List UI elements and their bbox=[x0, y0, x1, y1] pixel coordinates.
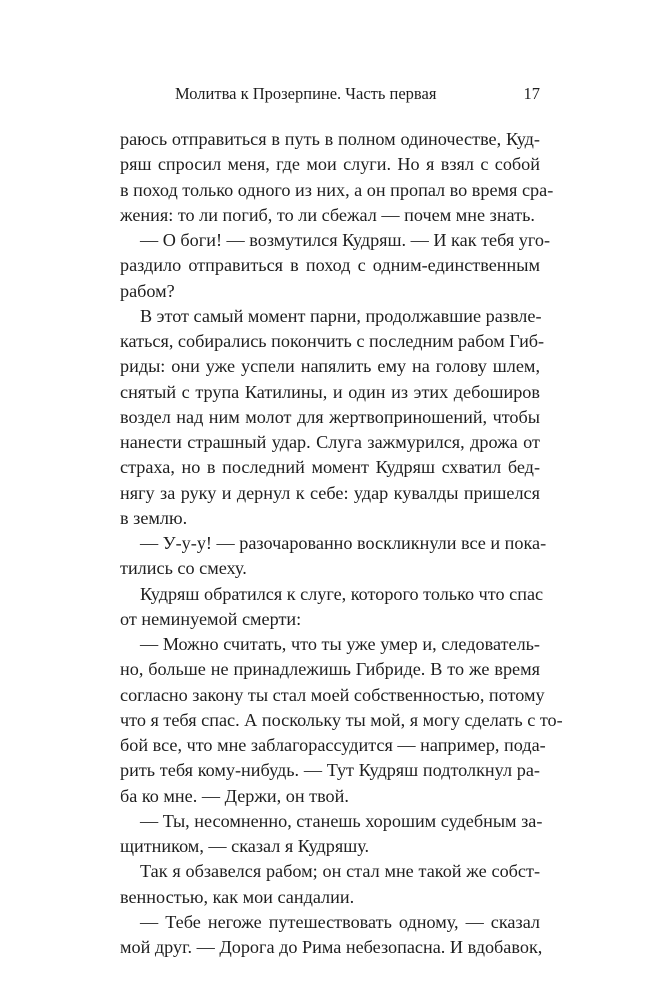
text-line: но, больше не принадлежишь Гибриде. В то же время bbox=[120, 659, 540, 680]
text-line: раюсь отправиться в путь в полном одиночестве, Куд- bbox=[120, 129, 540, 149]
text-line: — Ты, несомненно, станешь хорошим судебным за- bbox=[140, 810, 543, 831]
text-line: жения: то ли погиб, то ли сбежал — почем мне знать. bbox=[120, 204, 535, 225]
text-line: щитником, — сказал я Кудряшу. bbox=[120, 836, 370, 856]
text-line: бой все, что мне заблагорассудится — например, пода- bbox=[120, 735, 546, 755]
text-line: раздило отправиться в поход с одним-единственным bbox=[120, 255, 540, 276]
text-line: нягу за руку и дернул к себе: удар кувалды пришелся bbox=[120, 482, 540, 503]
text-line: ба ко мне. — Держи, он твой. bbox=[120, 785, 349, 806]
text-line: каться, собирались покончить с последним рабом Гиб- bbox=[120, 331, 545, 351]
text-line: тились со смеху. bbox=[120, 558, 247, 579]
text-line: от неминуемой смерти: bbox=[120, 608, 302, 629]
text-line: Кудряш обратился к слуге, которого только что спас bbox=[140, 583, 544, 604]
text-line: Так я обзавелся рабом; он стал мне такой же собст- bbox=[140, 861, 540, 882]
body-text bbox=[120, 127, 563, 960]
text-line: воздел над ним молот для жертвоприношений, чтобы bbox=[120, 406, 540, 427]
text-line: — О боги! — возмутился Кудряш. — И как тебя уго- bbox=[140, 230, 551, 250]
text-line: рить тебя кому-нибудь. — Тут Кудряш подтолкнул ра- bbox=[120, 760, 540, 781]
page-number: 17 bbox=[523, 84, 540, 103]
text-line: в землю. bbox=[120, 507, 188, 528]
text-line: страха, но в последний момент Кудряш схватил бед- bbox=[120, 457, 540, 478]
running-head bbox=[120, 80, 540, 108]
text-line: согласно закону ты стал моей собственностью, потому bbox=[120, 684, 545, 705]
text-line: снятый с трупа Катилины, и один из этих дебоширов bbox=[120, 381, 540, 402]
text-line: риды: они уже успели напялить ему на голову шлем, bbox=[120, 356, 540, 377]
text-line: — Тебе негоже путешествовать одному, — сказал bbox=[140, 911, 540, 932]
running-title: Молитва к Прозерпине. Часть первая bbox=[175, 84, 437, 103]
text-line: нанести страшный удар. Слуга зажмурился, дрожа от bbox=[120, 432, 540, 452]
text-line: венностью, как мои сандалии. bbox=[120, 886, 355, 907]
text-line: ряш спросил меня, где мои слуги. Но я взял с собой bbox=[120, 154, 540, 175]
text-line: мой друг. — Дорога до Рима небезопасна. И вдобавок, bbox=[120, 937, 543, 957]
text-line: — Можно считать, что ты уже умер и, следователь- bbox=[140, 634, 540, 654]
text-line: в поход только одного из них, а он пропал во время сра- bbox=[120, 179, 554, 200]
text-line: что я тебя спас. А поскольку ты мой, я могу сделать с то- bbox=[120, 709, 563, 730]
text-line: — У-у-у! — разочарованно воскликнули все и пока- bbox=[140, 533, 547, 553]
text-line: В этот самый момент парни, продолжавшие развле- bbox=[140, 305, 542, 326]
text-line: рабом? bbox=[120, 280, 175, 301]
